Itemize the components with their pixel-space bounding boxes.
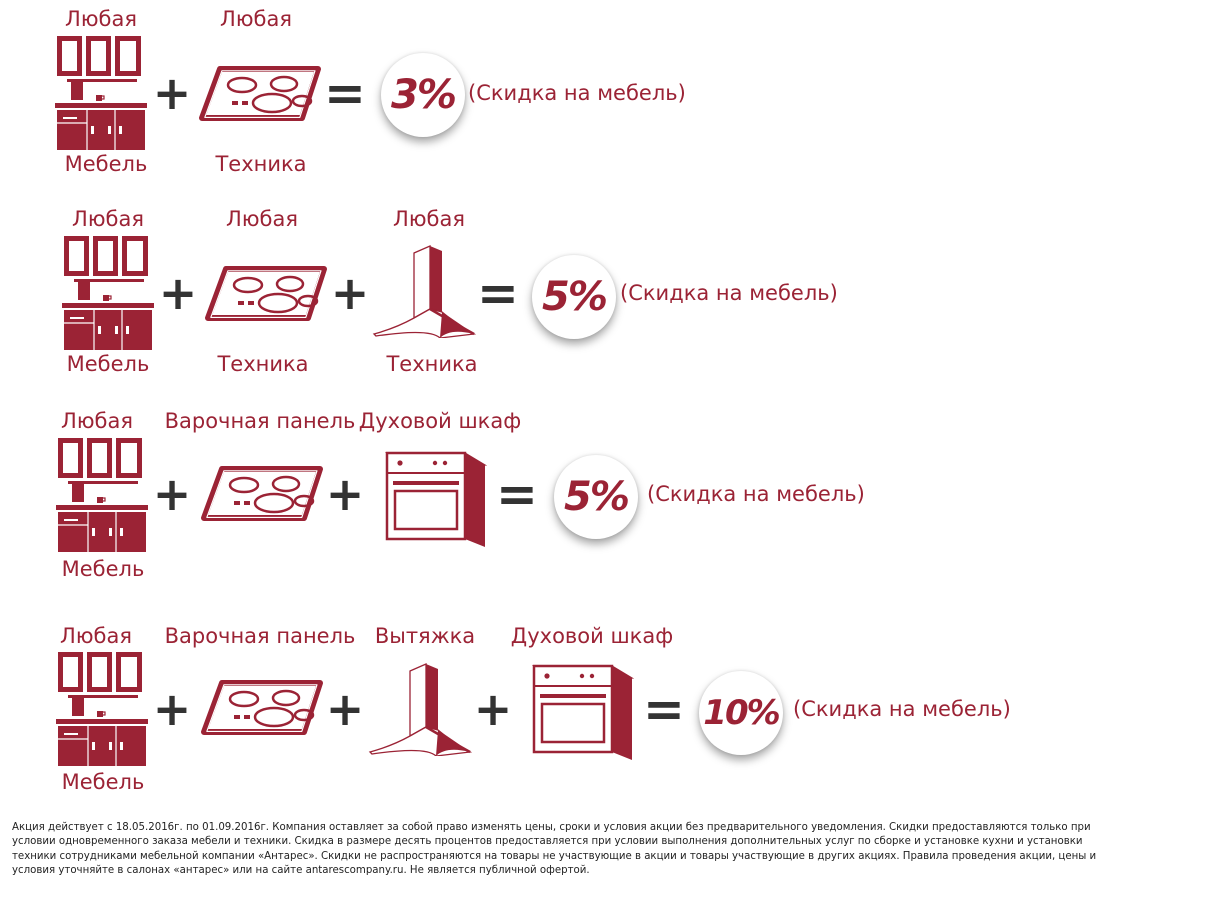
- equals-sign: =: [643, 680, 685, 738]
- appliance-top-label: Любая: [226, 207, 298, 231]
- appliance-top-label: Духовой шкаф: [358, 409, 522, 433]
- plus-sign: +: [152, 66, 192, 120]
- range-hood-icon: [366, 662, 476, 756]
- kitchen-furniture-icon: [55, 34, 147, 150]
- cooktop-icon: [200, 680, 324, 736]
- appliance-top-label: Варочная панель: [164, 409, 356, 433]
- cooktop-icon: [204, 266, 328, 322]
- equals-sign: =: [477, 264, 519, 322]
- oven-icon: [385, 451, 487, 551]
- plus-sign: +: [325, 467, 365, 521]
- plus-sign: +: [325, 682, 365, 736]
- furniture-top-label: Любая: [65, 7, 137, 31]
- plus-sign: +: [158, 266, 198, 320]
- appliance-top-label: Варочная панель: [164, 624, 356, 648]
- terms-disclaimer: Акция действует с 18.05.2016г. по 01.09.2016г. Компания оставляет за собой право изменять цены, сроки и условия акции без предварительного уведомления. Скидки предоставляются только при условии одновременного заказа мебели и техники. Скидка в размере десять процентов предоставляется при условии выполнения дополнительных услуг по сборке и установке кухни и установки техники сотрудниками мебельной компании «Антарес». Скидки не распространяются на товары не участвующие в акции и товары участвующие в других акциях. Правила проведения акции, цены и условия уточняйте в салонах «антарес» или на сайте antarescompany.ru. Не является публичной офертой.: [12, 822, 1097, 877]
- appliance-bottom-label: Техника: [217, 352, 309, 376]
- furniture-top-label: Любая: [60, 624, 132, 648]
- range-hood-icon: [370, 244, 480, 338]
- discount-badge: [532, 255, 616, 339]
- appliance-top-label: Любая: [393, 207, 465, 231]
- discount-value: 10%: [703, 693, 779, 733]
- discount-note: (Скидка на мебель): [620, 281, 838, 305]
- discount-note: (Скидка на мебель): [793, 697, 1011, 721]
- appliance-top-label: Духовой шкаф: [510, 624, 674, 648]
- plus-sign: +: [473, 682, 513, 736]
- oven-icon: [532, 664, 634, 764]
- plus-sign: +: [330, 266, 370, 320]
- discount-badge: [699, 671, 783, 755]
- furniture-top-label: Любая: [72, 207, 144, 231]
- kitchen-furniture-icon: [56, 436, 148, 552]
- furniture-bottom-label: Мебель: [66, 352, 150, 376]
- furniture-bottom-label: Мебель: [61, 770, 145, 794]
- equals-sign: =: [324, 64, 366, 122]
- equals-sign: =: [496, 465, 538, 523]
- discount-note: (Скидка на мебель): [468, 81, 686, 105]
- appliance-bottom-label: Техника: [386, 352, 478, 376]
- cooktop-icon: [198, 66, 322, 122]
- kitchen-furniture-icon: [56, 650, 148, 766]
- kitchen-furniture-icon: [62, 234, 154, 350]
- cooktop-icon: [200, 466, 324, 522]
- discount-badge: [554, 455, 638, 539]
- plus-sign: +: [152, 467, 192, 521]
- discount-badge: [381, 53, 465, 137]
- furniture-bottom-label: Мебель: [61, 557, 145, 581]
- discount-value: 3%: [391, 72, 455, 118]
- appliance-top-label: Вытяжка: [374, 624, 476, 648]
- discount-value: 5%: [542, 274, 606, 320]
- plus-sign: +: [152, 682, 192, 736]
- discount-note: (Скидка на мебель): [647, 482, 865, 506]
- discount-value: 5%: [564, 474, 628, 520]
- furniture-top-label: Любая: [61, 409, 133, 433]
- appliance-top-label: Любая: [220, 7, 292, 31]
- appliance-bottom-label: Техника: [215, 152, 307, 176]
- furniture-bottom-label: Мебель: [64, 152, 148, 176]
